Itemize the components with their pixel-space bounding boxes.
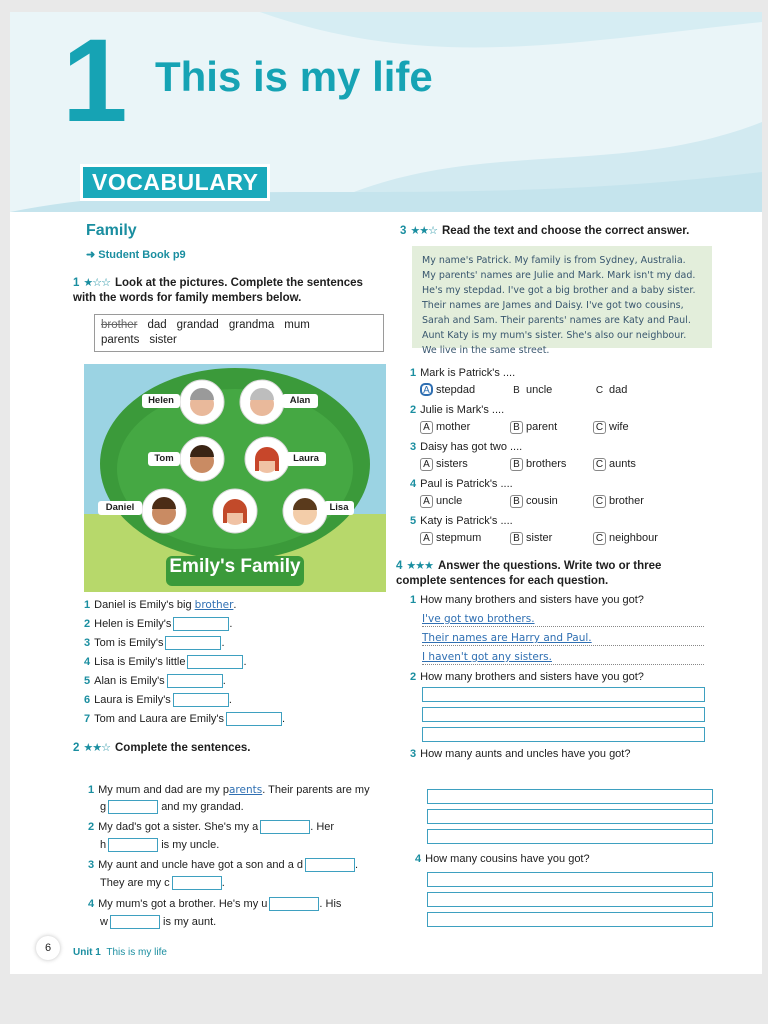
ex1-item bbox=[84, 712, 285, 726]
answer-field[interactable] bbox=[427, 912, 713, 927]
ex1-instruction bbox=[73, 276, 373, 306]
answer-1: I've got two brothers. bbox=[422, 613, 535, 625]
letter-a-selected: A bbox=[420, 383, 433, 396]
s4-prefix: w bbox=[100, 916, 108, 928]
option-text: sisters bbox=[436, 458, 468, 470]
ex2-sentence-2b bbox=[100, 838, 219, 852]
unit-title: This is my life bbox=[155, 53, 433, 100]
s3-text-d: . bbox=[221, 877, 225, 889]
option-b[interactable] bbox=[510, 494, 558, 508]
q-number: 2 bbox=[410, 404, 417, 416]
letter-c: C bbox=[595, 385, 604, 396]
item-text: Lisa is Emily's little bbox=[94, 656, 186, 668]
item-text: Alan is Emily's bbox=[94, 675, 165, 687]
q3-text: How many aunts and uncles have you got? bbox=[420, 748, 631, 760]
reading-text-box: My name's Patrick. My family is from Sydney, Australia. My parents' names are Julie and Mark. Mark isn't my dad. He's my stepdad. I've got a big brother and a baby sister. Their names are James and Daisy. I've got two cousins, Sarah and Sam. Their parents' names are Katy and Paul. Aunt Katy is my mum's sister. She's also our neighbour. We live in the same street. bbox=[412, 246, 712, 348]
ex2-sentence-2: 2 My dad's got a sister. She's my a . Her bbox=[88, 821, 335, 833]
answer-blank[interactable] bbox=[269, 897, 319, 911]
ex2-sentence-1: 1 My mum and dad are my parents. Their parents are my bbox=[88, 784, 370, 796]
option-b[interactable] bbox=[510, 457, 566, 471]
item-post: . bbox=[282, 713, 286, 725]
ex3-question bbox=[410, 366, 515, 380]
ex2-instruction-text: Complete the sentences. bbox=[115, 742, 251, 754]
option-text: cousin bbox=[526, 495, 558, 507]
item-number: 7 bbox=[84, 713, 91, 725]
word-grandad: grandad bbox=[176, 319, 219, 331]
ex4-question-2: 2 How many brothers and sisters have you got? bbox=[410, 671, 644, 683]
option-c[interactable] bbox=[593, 420, 629, 434]
letter-c: C bbox=[593, 421, 606, 434]
section-label: VOCABULARY bbox=[80, 164, 270, 201]
s1-answer: arents bbox=[228, 784, 263, 796]
answer-blank[interactable] bbox=[260, 820, 310, 834]
q-text: Daisy has got two .... bbox=[420, 441, 523, 453]
item-text: Tom is Emily's bbox=[94, 637, 164, 649]
letter-b: B bbox=[510, 458, 523, 471]
ex3-instruction bbox=[400, 224, 689, 239]
s2-text-b: . Her bbox=[310, 821, 335, 833]
ex3-question bbox=[410, 440, 522, 454]
answer-blank[interactable] bbox=[108, 800, 158, 814]
option-text: mother bbox=[436, 421, 471, 433]
answer-3: I haven't got any sisters. bbox=[422, 651, 552, 663]
answer-blank[interactable] bbox=[167, 674, 223, 688]
s4-text-b: . His bbox=[319, 898, 342, 910]
s4-text: My mum's got a brother. He's my u bbox=[98, 898, 268, 910]
letter-a: A bbox=[420, 458, 433, 471]
answer-field[interactable] bbox=[427, 789, 713, 804]
ex1-item bbox=[84, 617, 232, 631]
q-number: 4 bbox=[410, 478, 417, 490]
item-number: 5 bbox=[84, 675, 91, 687]
s3-prefix: They are my c bbox=[100, 877, 170, 889]
answer-blank[interactable] bbox=[173, 693, 229, 707]
answer-blank[interactable] bbox=[173, 617, 229, 631]
letter-b: B bbox=[513, 385, 520, 396]
q-number: 5 bbox=[410, 515, 417, 527]
option-c[interactable] bbox=[593, 457, 636, 471]
word-sister: sister bbox=[149, 334, 177, 346]
option-a[interactable] bbox=[420, 531, 481, 545]
tree-name-helen: Helen bbox=[148, 395, 174, 406]
ex2-instruction bbox=[73, 741, 250, 756]
ex2-number: 2 bbox=[73, 742, 80, 754]
answer-blank[interactable] bbox=[226, 712, 282, 726]
ex3-question bbox=[410, 403, 504, 417]
option-text: uncle bbox=[526, 384, 553, 396]
ex2-sentence-3b bbox=[100, 876, 225, 890]
ex4-number: 4 bbox=[396, 560, 403, 572]
difficulty-stars-icon: ★★☆ bbox=[83, 742, 110, 754]
option-a[interactable] bbox=[420, 420, 470, 434]
workbook-page bbox=[10, 12, 762, 974]
s2-prefix: h bbox=[100, 839, 107, 851]
option-c[interactable] bbox=[593, 531, 658, 545]
ex4-instruction-text: Answer the questions. Write two or three complete sentences for each question. bbox=[396, 560, 662, 587]
footer-unit-label bbox=[73, 947, 167, 958]
item-number: 2 bbox=[84, 618, 91, 630]
q4-text: How many cousins have you got? bbox=[425, 853, 590, 865]
word-grandma: grandma bbox=[228, 319, 275, 331]
ex2-sentence-4b bbox=[100, 915, 216, 929]
answer-field[interactable] bbox=[422, 727, 705, 742]
letter-b: B bbox=[510, 421, 523, 434]
item-post: . bbox=[228, 694, 232, 706]
option-text: uncle bbox=[436, 495, 463, 507]
letter-a: A bbox=[420, 495, 433, 508]
answer-line bbox=[422, 612, 704, 627]
s1-text-b: . Their parents are my bbox=[262, 784, 370, 796]
s2-text-d: is my uncle. bbox=[161, 839, 220, 851]
tree-name-laura: Laura bbox=[293, 453, 319, 464]
ex3-question bbox=[410, 477, 513, 491]
item-post: . bbox=[221, 637, 225, 649]
option-a[interactable] bbox=[420, 383, 475, 397]
q-text: Katy is Patrick's .... bbox=[420, 515, 513, 527]
word-box bbox=[94, 314, 384, 352]
item-number: 4 bbox=[84, 656, 91, 668]
tree-name-daniel: Daniel bbox=[105, 502, 135, 513]
option-text: brother bbox=[609, 495, 644, 507]
item-post: . bbox=[233, 599, 237, 611]
word-dad: dad bbox=[147, 319, 167, 331]
footer-unit: Unit 1 bbox=[73, 947, 101, 958]
item-answer: brother bbox=[194, 599, 234, 611]
item-post: . bbox=[222, 675, 226, 687]
ex4-instruction bbox=[396, 559, 696, 589]
q-number: 1 bbox=[410, 367, 417, 379]
difficulty-stars-icon: ★★☆ bbox=[410, 225, 437, 237]
letter-b: B bbox=[510, 532, 523, 545]
student-book-label: Student Book p9 bbox=[98, 249, 186, 261]
item-number: 1 bbox=[84, 599, 91, 611]
option-b[interactable] bbox=[510, 420, 557, 434]
word-brother: brother bbox=[101, 319, 138, 331]
s3-text: My aunt and uncle have got a son and a d bbox=[98, 859, 303, 871]
ex1-number: 1 bbox=[73, 277, 80, 289]
word-mum: mum bbox=[284, 319, 310, 331]
option-text: aunts bbox=[609, 458, 636, 470]
footer-title: This is my life bbox=[106, 947, 167, 958]
s1-text: My mum and dad are my p bbox=[98, 784, 229, 796]
letter-b: B bbox=[510, 495, 523, 508]
option-text: stepdad bbox=[436, 384, 476, 396]
tree-name-alan: Alan bbox=[289, 395, 311, 406]
item-text: Helen is Emily's bbox=[94, 618, 172, 630]
item-post: . bbox=[243, 656, 247, 668]
s4-text-d: is my aunt. bbox=[163, 916, 217, 928]
ex1-item bbox=[84, 598, 236, 612]
student-book-link[interactable] bbox=[86, 248, 186, 261]
tree-caption: Emily's Family bbox=[169, 556, 301, 577]
unit-number: 1 bbox=[62, 15, 128, 147]
ex1-item bbox=[84, 674, 226, 688]
s3-text-b: . bbox=[355, 859, 359, 871]
ex2-sentence-1b bbox=[100, 800, 244, 814]
q-text: Julie is Mark's .... bbox=[420, 404, 505, 416]
letter-a: A bbox=[420, 532, 433, 545]
s1-prefix: g bbox=[100, 801, 107, 813]
letter-c: C bbox=[593, 495, 606, 508]
word-parents: parents bbox=[101, 334, 140, 346]
ex4-question-1: 1 How many brothers and sisters have you got? bbox=[410, 594, 644, 606]
tree-name-lisa: Lisa bbox=[329, 502, 349, 513]
ex3-instruction-text: Read the text and choose the correct answer. bbox=[442, 225, 690, 237]
answer-line bbox=[422, 631, 704, 646]
q-number: 3 bbox=[410, 441, 417, 453]
item-number: 3 bbox=[84, 637, 91, 649]
option-b[interactable] bbox=[510, 531, 552, 545]
answer-field[interactable] bbox=[427, 809, 713, 824]
option-text: brothers bbox=[526, 458, 567, 470]
answer-field[interactable] bbox=[422, 707, 705, 722]
answer-blank[interactable] bbox=[305, 858, 355, 872]
item-text: Daniel is Emily's big bbox=[94, 599, 192, 611]
item-text: Tom and Laura are Emily's bbox=[94, 713, 225, 725]
arrow-icon: ➜ bbox=[86, 249, 96, 261]
option-c[interactable] bbox=[593, 494, 644, 508]
ex4-question-4: 4 How many cousins have you got? bbox=[415, 853, 590, 865]
s1-text-d: and my grandad. bbox=[161, 801, 244, 813]
letter-c: C bbox=[593, 532, 606, 545]
answer-blank[interactable] bbox=[108, 838, 158, 852]
ex2-sentence-4: 4 My mum's got a brother. He's my u . His bbox=[88, 898, 342, 910]
option-text: parent bbox=[526, 421, 558, 433]
answer-blank[interactable] bbox=[110, 915, 160, 929]
option-b[interactable] bbox=[510, 383, 552, 398]
option-a[interactable] bbox=[420, 494, 462, 508]
q-text: Paul is Patrick's .... bbox=[420, 478, 513, 490]
q-text: Mark is Patrick's .... bbox=[420, 367, 516, 379]
answer-blank[interactable] bbox=[165, 636, 221, 650]
ex1-item bbox=[84, 693, 232, 707]
answer-field[interactable] bbox=[427, 829, 713, 844]
q1-text: How many brothers and sisters have you got? bbox=[420, 594, 644, 606]
tree-name-tom: Tom bbox=[154, 453, 174, 464]
answer-field[interactable] bbox=[427, 872, 713, 887]
letter-c: C bbox=[593, 458, 606, 471]
option-text: wife bbox=[609, 421, 629, 433]
family-heading: Family bbox=[86, 222, 137, 239]
option-text: dad bbox=[609, 384, 628, 396]
difficulty-stars-icon: ★★★ bbox=[406, 560, 433, 572]
unit-header bbox=[10, 12, 762, 212]
q2-text: How many brothers and sisters have you got? bbox=[420, 671, 644, 683]
answer-blank[interactable] bbox=[172, 876, 222, 890]
option-c[interactable] bbox=[593, 383, 627, 398]
ex1-instruction-text: Look at the pictures. Complete the sentences with the words for family members below. bbox=[73, 277, 363, 304]
answer-field[interactable] bbox=[422, 687, 705, 702]
difficulty-stars-icon: ★☆☆ bbox=[83, 277, 110, 289]
ex3-question bbox=[410, 514, 513, 528]
s2-text: My dad's got a sister. She's my a bbox=[98, 821, 259, 833]
ex1-item bbox=[84, 636, 225, 650]
item-post: . bbox=[229, 618, 233, 630]
item-text: Laura is Emily's bbox=[94, 694, 171, 706]
option-text: sister bbox=[526, 532, 553, 544]
item-number: 6 bbox=[84, 694, 91, 706]
answer-blank[interactable] bbox=[187, 655, 243, 669]
option-text: neighbour bbox=[609, 532, 658, 544]
answer-line bbox=[422, 650, 704, 665]
letter-a: A bbox=[420, 421, 433, 434]
option-a[interactable] bbox=[420, 457, 468, 471]
answer-2: Their names are Harry and Paul. bbox=[422, 632, 592, 644]
ex3-number: 3 bbox=[400, 225, 407, 237]
option-text: stepmum bbox=[436, 532, 482, 544]
ex4-question-3: 3 How many aunts and uncles have you got? bbox=[410, 748, 631, 760]
page-number: 6 bbox=[36, 936, 60, 960]
family-tree-illustration bbox=[84, 364, 386, 592]
ex1-item bbox=[84, 655, 247, 669]
answer-field[interactable] bbox=[427, 892, 713, 907]
ex2-sentence-3: 3 My aunt and uncle have got a son and a d . bbox=[88, 859, 359, 871]
